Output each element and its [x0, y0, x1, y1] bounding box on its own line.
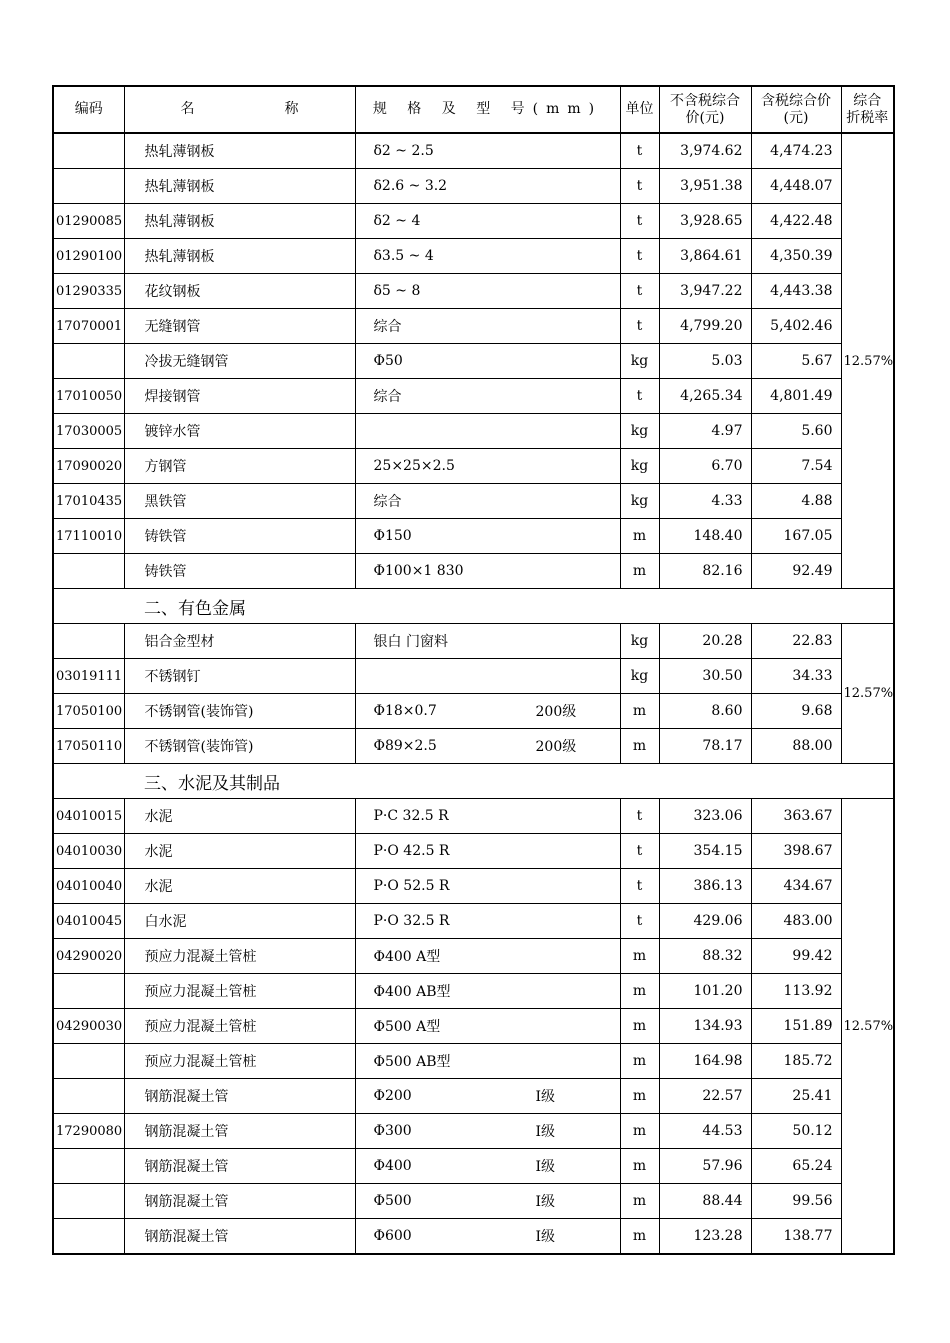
- item-spec: [355, 904, 620, 939]
- item-code: [53, 974, 124, 1009]
- item-price-inc-tax: 7.54: [751, 449, 841, 484]
- item-unit: m: [620, 1044, 659, 1079]
- item-name: 预应力混凝土管桩: [124, 1009, 355, 1044]
- item-price-inc-tax: 4,474.23: [751, 133, 841, 169]
- item-price-inc-tax: 363.67: [751, 799, 841, 834]
- table-row: [53, 1079, 894, 1114]
- item-spec: [355, 694, 620, 729]
- item-spec: [355, 309, 620, 344]
- item-spec-text: 综合: [373, 389, 402, 405]
- item-unit: kg: [620, 624, 659, 659]
- item-code: [53, 133, 124, 169]
- item-price-inc-tax: 92.49: [751, 554, 841, 589]
- item-price-inc-tax: 65.24: [751, 1149, 841, 1184]
- item-spec-text: 综合: [373, 319, 402, 335]
- table-row: [53, 1184, 894, 1219]
- price-table: [52, 85, 895, 1255]
- rate-cell: 12.57%: [841, 133, 894, 589]
- item-spec: [355, 799, 620, 834]
- item-price-inc-tax: 4,443.38: [751, 274, 841, 309]
- table-row: [53, 414, 894, 449]
- item-unit: m: [620, 974, 659, 1009]
- item-name: 钢筋混凝土管: [124, 1184, 355, 1219]
- item-price-ex-tax: 3,974.62: [659, 133, 751, 169]
- item-name: 热轧薄钢板: [124, 204, 355, 239]
- item-name: 不锈钢管(装饰管): [124, 694, 355, 729]
- item-unit: kg: [620, 659, 659, 694]
- item-unit: t: [620, 869, 659, 904]
- item-spec: [355, 554, 620, 589]
- item-unit: m: [620, 1149, 659, 1184]
- item-name: 钢筋混凝土管: [124, 1114, 355, 1149]
- item-code: 17030005: [53, 414, 124, 449]
- table-row: [53, 519, 894, 554]
- item-name: 铝合金型材: [124, 624, 355, 659]
- item-price-ex-tax: 148.40: [659, 519, 751, 554]
- item-unit: kg: [620, 344, 659, 379]
- item-spec-text: Φ400 AB型: [373, 984, 451, 1000]
- table-row: [53, 1219, 894, 1255]
- rate-cell: 12.57%: [841, 799, 894, 1255]
- item-price-ex-tax: 6.70: [659, 449, 751, 484]
- item-spec-text: δ2.6 ~ 3.2: [373, 178, 448, 194]
- item-price-inc-tax: 4,422.48: [751, 204, 841, 239]
- item-price-inc-tax: 167.05: [751, 519, 841, 554]
- item-spec-text: δ2 ~ 4: [373, 213, 421, 229]
- item-spec: [355, 204, 620, 239]
- item-spec: [355, 1149, 620, 1184]
- item-price-inc-tax: 398.67: [751, 834, 841, 869]
- item-name: 预应力混凝土管桩: [124, 974, 355, 1009]
- item-code: 17090020: [53, 449, 124, 484]
- item-name: 水泥: [124, 799, 355, 834]
- item-grade: Ⅰ级: [535, 1159, 556, 1175]
- item-name: 预应力混凝土管桩: [124, 939, 355, 974]
- item-spec-text: δ2 ~ 2.5: [373, 143, 434, 159]
- item-price-ex-tax: 164.98: [659, 1044, 751, 1079]
- item-spec-text: Φ200: [373, 1088, 412, 1104]
- item-spec-text: 25×25×2.5: [373, 458, 455, 474]
- item-spec: [355, 834, 620, 869]
- table-row: [53, 659, 894, 694]
- item-name: 白水泥: [124, 904, 355, 939]
- item-spec: [355, 133, 620, 169]
- item-name: 焊接钢管: [124, 379, 355, 414]
- item-name: 钢筋混凝土管: [124, 1149, 355, 1184]
- item-name: 水泥: [124, 834, 355, 869]
- item-unit: m: [620, 519, 659, 554]
- item-spec: [355, 1079, 620, 1114]
- item-price-ex-tax: 429.06: [659, 904, 751, 939]
- item-unit: kg: [620, 414, 659, 449]
- item-price-ex-tax: 323.06: [659, 799, 751, 834]
- item-name: 钢筋混凝土管: [124, 1219, 355, 1255]
- item-code: 17010435: [53, 484, 124, 519]
- section-row: [53, 589, 894, 624]
- table-row: [53, 1009, 894, 1044]
- item-unit: m: [620, 939, 659, 974]
- table-row: [53, 554, 894, 589]
- item-name: 钢筋混凝土管: [124, 1079, 355, 1114]
- item-spec: [355, 1009, 620, 1044]
- table-row: [53, 239, 894, 274]
- item-code: 04010030: [53, 834, 124, 869]
- table-row: [53, 869, 894, 904]
- item-unit: t: [620, 133, 659, 169]
- table-row: [53, 309, 894, 344]
- item-unit: t: [620, 309, 659, 344]
- table-row: [53, 344, 894, 379]
- item-code: 04010015: [53, 799, 124, 834]
- item-grade: 200级: [535, 739, 577, 755]
- item-name: 不锈钢管(装饰管): [124, 729, 355, 764]
- item-name: 铸铁管: [124, 554, 355, 589]
- item-price-inc-tax: 483.00: [751, 904, 841, 939]
- item-code: 17050110: [53, 729, 124, 764]
- item-price-ex-tax: 101.20: [659, 974, 751, 1009]
- item-price-inc-tax: 113.92: [751, 974, 841, 1009]
- item-price-inc-tax: 4,350.39: [751, 239, 841, 274]
- item-spec-text: Φ100×1 830: [373, 563, 464, 579]
- table-row: [53, 274, 894, 309]
- item-name: 方钢管: [124, 449, 355, 484]
- item-code: 01290100: [53, 239, 124, 274]
- item-code: [53, 1149, 124, 1184]
- item-code: 17050100: [53, 694, 124, 729]
- item-price-ex-tax: 82.16: [659, 554, 751, 589]
- item-spec-text: P·O 52.5 R: [373, 878, 450, 894]
- item-grade: Ⅰ级: [535, 1089, 556, 1105]
- item-unit: t: [620, 379, 659, 414]
- item-spec-text: Φ400: [373, 1158, 412, 1174]
- item-price-ex-tax: 4.97: [659, 414, 751, 449]
- item-spec-text: Φ150: [373, 528, 412, 544]
- item-name: 黑铁管: [124, 484, 355, 519]
- header-code: 编码: [53, 86, 124, 133]
- item-spec-text: 银白 门窗料: [373, 634, 448, 650]
- item-spec: [355, 1184, 620, 1219]
- item-code: [53, 169, 124, 204]
- section-title: 三、水泥及其制品: [53, 764, 894, 799]
- item-spec: [355, 729, 620, 764]
- item-price-inc-tax: 88.00: [751, 729, 841, 764]
- table-row: [53, 1044, 894, 1079]
- item-spec-text: 综合: [373, 494, 402, 510]
- item-code: 04290030: [53, 1009, 124, 1044]
- item-price-ex-tax: 44.53: [659, 1114, 751, 1149]
- item-unit: kg: [620, 484, 659, 519]
- item-unit: t: [620, 834, 659, 869]
- item-price-inc-tax: 22.83: [751, 624, 841, 659]
- header-spec: 规 格 及 型 号(mm): [355, 86, 620, 133]
- item-name: 预应力混凝土管桩: [124, 1044, 355, 1079]
- table-row: [53, 449, 894, 484]
- item-price-inc-tax: 99.56: [751, 1184, 841, 1219]
- item-price-inc-tax: 5.67: [751, 344, 841, 379]
- item-grade: Ⅰ级: [535, 1229, 556, 1245]
- item-unit: m: [620, 1079, 659, 1114]
- item-price-inc-tax: 434.67: [751, 869, 841, 904]
- item-price-ex-tax: 386.13: [659, 869, 751, 904]
- item-name: 花纹钢板: [124, 274, 355, 309]
- item-spec-text: Φ500: [373, 1193, 412, 1209]
- item-code: 04010045: [53, 904, 124, 939]
- item-price-inc-tax: 151.89: [751, 1009, 841, 1044]
- table-row: [53, 694, 894, 729]
- item-code: [53, 554, 124, 589]
- item-price-ex-tax: 5.03: [659, 344, 751, 379]
- item-grade: Ⅰ级: [535, 1124, 556, 1140]
- item-spec-text: P·O 32.5 R: [373, 913, 450, 929]
- item-spec-text: P·C 32.5 R: [373, 808, 449, 824]
- item-name: 无缝钢管: [124, 309, 355, 344]
- item-spec: [355, 484, 620, 519]
- table-header: [53, 86, 894, 133]
- item-spec: [355, 939, 620, 974]
- item-code: 17290080: [53, 1114, 124, 1149]
- header-unit: 单位: [620, 86, 659, 133]
- item-code: [53, 1044, 124, 1079]
- item-price-ex-tax: 3,928.65: [659, 204, 751, 239]
- item-price-inc-tax: 4,801.49: [751, 379, 841, 414]
- item-price-inc-tax: 4.88: [751, 484, 841, 519]
- header-rate: 综合 折税率: [841, 86, 894, 133]
- item-price-ex-tax: 22.57: [659, 1079, 751, 1114]
- item-spec: [355, 869, 620, 904]
- item-price-ex-tax: 3,947.22: [659, 274, 751, 309]
- item-price-inc-tax: 138.77: [751, 1219, 841, 1255]
- item-spec: [355, 1114, 620, 1149]
- item-price-inc-tax: 99.42: [751, 939, 841, 974]
- item-price-ex-tax: 8.60: [659, 694, 751, 729]
- item-price-ex-tax: 4.33: [659, 484, 751, 519]
- item-spec: [355, 974, 620, 1009]
- item-name: 热轧薄钢板: [124, 133, 355, 169]
- item-unit: t: [620, 239, 659, 274]
- item-price-ex-tax: 88.32: [659, 939, 751, 974]
- item-code: 01290335: [53, 274, 124, 309]
- item-spec-text: Φ50: [373, 353, 403, 369]
- item-name: 不锈钢钉: [124, 659, 355, 694]
- item-price-inc-tax: 5.60: [751, 414, 841, 449]
- table-row: [53, 799, 894, 834]
- item-name: 热轧薄钢板: [124, 239, 355, 274]
- item-spec-text: Φ89×2.5: [373, 738, 437, 754]
- item-grade: Ⅰ级: [535, 1194, 556, 1210]
- table-row: [53, 379, 894, 414]
- item-spec-text: Φ500 A型: [373, 1019, 441, 1035]
- table-row: [53, 1114, 894, 1149]
- item-name: 水泥: [124, 869, 355, 904]
- item-spec: [355, 239, 620, 274]
- item-grade: 200级: [535, 704, 577, 720]
- table-row: [53, 904, 894, 939]
- item-price-inc-tax: 4,448.07: [751, 169, 841, 204]
- item-unit: m: [620, 1219, 659, 1255]
- item-spec-text: Φ18×0.7: [373, 703, 437, 719]
- item-price-ex-tax: 88.44: [659, 1184, 751, 1219]
- item-spec-text: Φ400 A型: [373, 949, 441, 965]
- item-unit: t: [620, 169, 659, 204]
- item-spec: [355, 379, 620, 414]
- item-spec: [355, 1044, 620, 1079]
- table-row: [53, 1149, 894, 1184]
- item-unit: t: [620, 904, 659, 939]
- item-price-inc-tax: 34.33: [751, 659, 841, 694]
- item-price-ex-tax: 4,265.34: [659, 379, 751, 414]
- table-row: [53, 624, 894, 659]
- item-code: 17070001: [53, 309, 124, 344]
- item-unit: t: [620, 799, 659, 834]
- table-row: [53, 974, 894, 1009]
- table-row: [53, 484, 894, 519]
- table-row: [53, 834, 894, 869]
- item-price-ex-tax: 354.15: [659, 834, 751, 869]
- item-price-inc-tax: 25.41: [751, 1079, 841, 1114]
- item-spec: [355, 624, 620, 659]
- table-row: [53, 939, 894, 974]
- header-name: 名 称: [124, 86, 355, 133]
- item-spec: [355, 414, 620, 449]
- item-price-ex-tax: 78.17: [659, 729, 751, 764]
- item-price-ex-tax: 3,951.38: [659, 169, 751, 204]
- item-price-inc-tax: 9.68: [751, 694, 841, 729]
- rate-cell: 12.57%: [841, 624, 894, 764]
- item-price-ex-tax: 3,864.61: [659, 239, 751, 274]
- item-name: 热轧薄钢板: [124, 169, 355, 204]
- table-row: [53, 729, 894, 764]
- item-price-ex-tax: 30.50: [659, 659, 751, 694]
- item-code: 17010050: [53, 379, 124, 414]
- item-spec: [355, 344, 620, 379]
- item-spec: [355, 169, 620, 204]
- section-title: 二、有色金属: [53, 589, 894, 624]
- item-unit: m: [620, 1184, 659, 1219]
- item-unit: m: [620, 554, 659, 589]
- item-unit: m: [620, 1009, 659, 1044]
- item-code: [53, 1184, 124, 1219]
- item-spec: [355, 1219, 620, 1255]
- table-row: [53, 169, 894, 204]
- item-price-ex-tax: 134.93: [659, 1009, 751, 1044]
- item-name: 冷拔无缝钢管: [124, 344, 355, 379]
- header-price-inc-tax: 含税综合价 (元): [751, 86, 841, 133]
- item-code: [53, 1219, 124, 1255]
- item-spec-text: Φ600: [373, 1228, 412, 1244]
- item-price-ex-tax: 4,799.20: [659, 309, 751, 344]
- item-spec: [355, 519, 620, 554]
- item-code: 04010040: [53, 869, 124, 904]
- item-code: [53, 624, 124, 659]
- section-row: [53, 764, 894, 799]
- item-spec: [355, 659, 620, 694]
- item-code: 03019111: [53, 659, 124, 694]
- item-code: [53, 1079, 124, 1114]
- item-price-ex-tax: 57.96: [659, 1149, 751, 1184]
- item-name: 镀锌水管: [124, 414, 355, 449]
- item-unit: m: [620, 1114, 659, 1149]
- item-unit: m: [620, 694, 659, 729]
- item-spec-text: Φ500 AB型: [373, 1054, 451, 1070]
- item-unit: t: [620, 274, 659, 309]
- header-price-ex-tax: 不含税综合 价(元): [659, 86, 751, 133]
- item-spec-text: δ5 ~ 8: [373, 283, 421, 299]
- item-price-ex-tax: 20.28: [659, 624, 751, 659]
- item-price-inc-tax: 50.12: [751, 1114, 841, 1149]
- item-code: 17110010: [53, 519, 124, 554]
- item-name: 铸铁管: [124, 519, 355, 554]
- item-unit: t: [620, 204, 659, 239]
- item-spec-text: P·O 42.5 R: [373, 843, 450, 859]
- item-price-inc-tax: 5,402.46: [751, 309, 841, 344]
- item-code: [53, 344, 124, 379]
- table-row: [53, 204, 894, 239]
- item-spec-text: Φ300: [373, 1123, 412, 1139]
- item-spec-text: δ3.5 ~ 4: [373, 248, 434, 264]
- item-unit: kg: [620, 449, 659, 484]
- item-price-inc-tax: 185.72: [751, 1044, 841, 1079]
- item-spec: [355, 274, 620, 309]
- item-unit: m: [620, 729, 659, 764]
- item-price-ex-tax: 123.28: [659, 1219, 751, 1255]
- item-code: 01290085: [53, 204, 124, 239]
- item-spec: [355, 449, 620, 484]
- item-code: 04290020: [53, 939, 124, 974]
- table-row: [53, 133, 894, 169]
- table-body: [53, 133, 894, 1254]
